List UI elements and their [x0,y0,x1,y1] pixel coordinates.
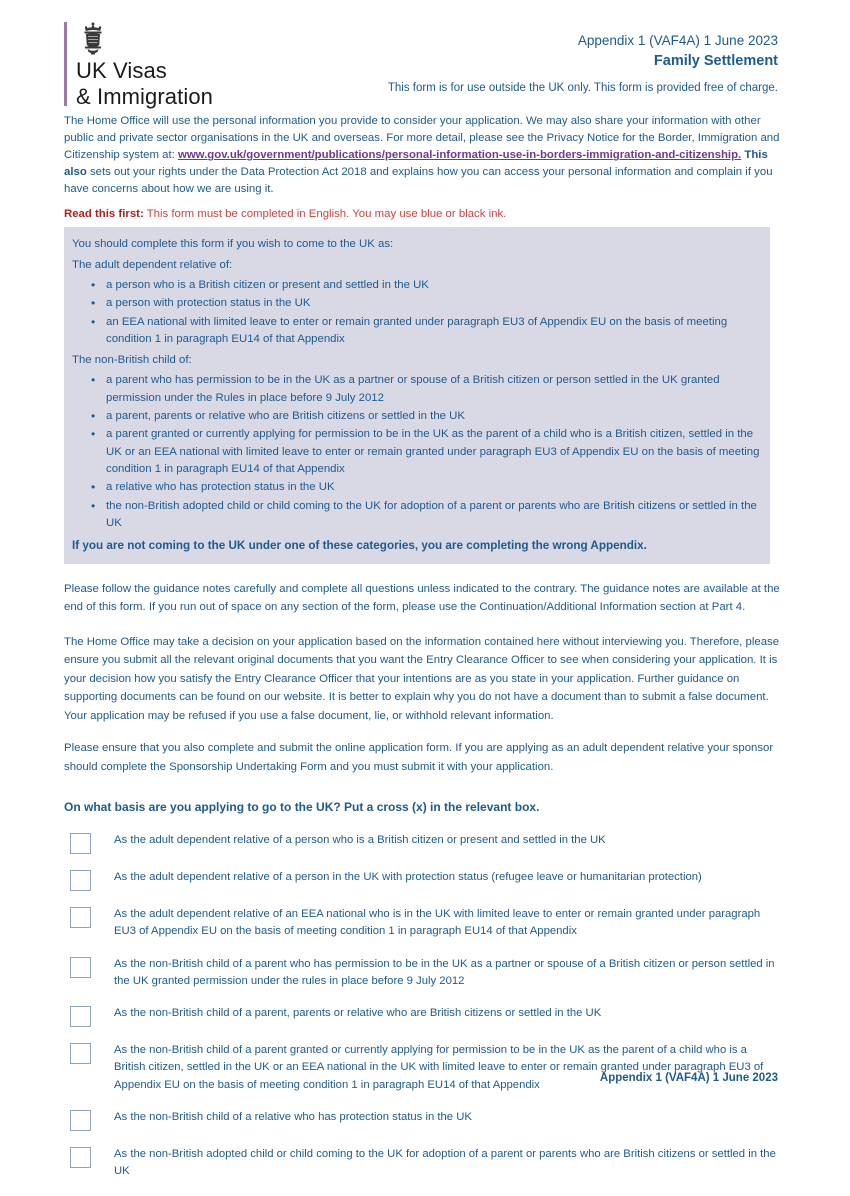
online-application-paragraph: Please ensure that you also complete and submit the online application form. If you are applying as an adult dependent relative your sponsor should complete the Sponsorship Undertaking Form and you must submit it with your application. [64,742,774,773]
non-british-child-list [72,372,762,532]
checkbox-child-parent-partner-spouse[interactable] [70,957,91,978]
non-british-child-heading: The non-British child of: [72,354,192,367]
header-title-block [578,31,778,72]
option-row-adult-dependent-british-citizen[interactable] [64,832,780,854]
use-notice: This form is for use outside the UK only. This form is provided free of charge. [387,82,778,94]
checkbox-child-parents-british-citizens[interactable] [70,1006,91,1027]
option-label: As the adult dependent relative of a person in the UK with protection status (refugee leave or humanitarian protection) [114,871,702,884]
form-content [64,113,780,1196]
option-label: As the adult dependent relative of a person who is a British citizen or present and settled in the UK [114,834,606,847]
eligibility-intro: You should complete this form if you wish to come to the UK as: [72,237,394,250]
list-item: • a parent granted or currently applying for permission to be in the UK as the parent of a child who is a British citizen, settled in the UK or an EEA national with limited leave to enter or remain granted under paragraph EU3 of Appendix EU on the basis of meeting condition 1 in paragraph EU14 of that Appendix [104,426,762,478]
read-this-first-notice [64,206,780,223]
option-label: As the adult dependent relative of an EEA national who is in the UK with limited leave to enter or remain granted under paragraph EU3 of Appendix EU on the basis of meeting condition 1 in paragraph EU14 of that Appendix [114,908,761,938]
option-row-child-relative-protection-status[interactable] [64,1109,780,1131]
list-item: • a parent who has permission to be in the UK as a partner or spouse of a British citizen or person settled in the UK granted permission under the Rules in place before 9 July 2012 [104,372,762,407]
checkbox-adult-dependent-eea-national[interactable] [70,907,91,928]
option-row-adopted-child[interactable] [64,1146,780,1181]
logo-line-1: UK Visas [76,58,167,83]
option-label: As the non-British child of a parent, parents or relative who are British citizens or settled in the UK [114,1007,602,1020]
option-label: As the non-British child of a parent granted or currently applying for permission to be in the UK as the parent of a child who is a British citizen, settled in the UK or an EEA national in the UK with limited leave to enter or remain granted under paragraph EU3 of Appendix EU on the basis of meeting condition 1 in paragraph EU14 of that Appendix [114,1044,764,1091]
privacy-notice-link[interactable]: www.gov.uk/government/publications/personal-information-use-in-borders-immigration-and-citizenship. [177,149,742,162]
eligibility-shaded-box [64,227,770,564]
checkbox-adult-dependent-british-citizen[interactable] [70,833,91,854]
checkbox-adult-dependent-protection-status[interactable] [70,870,91,891]
appendix-title: Appendix 1 (VAF4A) 1 June 2023 [577,33,778,48]
guidance-notes-paragraph: Please follow the guidance notes carefully and complete all questions unless indicated to the contrary. The guidance notes are available at the end of this form. If you run out of space on any section of the form, please use the Continuation/Additional Information section at Part 4. [64,582,780,614]
uk-visas-immigration-logo [64,22,213,110]
adult-dependent-list [72,277,762,348]
home-office-decision-paragraph: The Home Office may take a decision on your application based on the information contained here without interviewing you. Therefore, please ensure you submit all the relevant original documents that you want the Entry Clearance Officer to see when considering your application. It is your decision how you satisfy the Entry Clearance Officer that your intentions are as you state in your application. Further guidance on supporting documents can be found on our website. It is better to explain why you do not have a document than to submit a false document. Your application may be refused if you use a false document, lie, or withhold relevant information. [64,635,780,722]
page-title: On what basis are you applying to go to the UK? Put a cross (x) in the relevant box. [64,800,540,815]
page-footer: Appendix 1 (VAF4A) 1 June 2023 [599,1072,778,1084]
list-item: • an EEA national with limited leave to enter or remain granted under paragraph EU3 of Appendix EU on the basis of meeting condition 1 in paragraph EU14 of that Appendix [104,314,762,349]
wrong-appendix-warning: If you are not coming to the UK under one of these categories, you are completing the wrong Appendix. [72,539,647,553]
option-row-adult-dependent-protection-status[interactable] [64,869,780,891]
option-row-child-parent-granted-permission[interactable] [64,1042,780,1094]
checkbox-adopted-child[interactable] [70,1147,91,1168]
checkbox-child-parent-granted-permission[interactable] [70,1043,91,1064]
read-this-first-text: This form must be completed in English. You may use blue or black ink. [143,207,507,220]
royal-crown-crest-icon [78,22,108,55]
list-item: • a person with protection status in the UK [104,295,762,312]
option-label: As the non-British child of a parent who has permission to be in the UK as a partner or spouse of a British citizen or person settled in the UK granted permission under the rules in place before 9 July 2012 [114,957,775,987]
privacy-notice-paragraph [64,113,780,199]
form-name-title: Family Settlement [653,52,778,69]
option-row-child-parent-partner-spouse[interactable] [64,956,780,991]
option-row-adult-dependent-eea-national[interactable] [64,906,780,941]
list-item: • a person who is a British citizen or present and settled in the UK [104,277,762,294]
privacy-text-part3: sets out your rights under the Data Protection Act 2018 and explains how you can access your personal information and complain if you have concerns about how we are using it. [64,166,773,196]
list-item: • a parent, parents or relative who are British citizens or settled in the UK [104,408,762,425]
logo-accent-bar [64,22,67,106]
privacy-text-part1: The Home Office will use the personal information you provide to consider your application. We may also share your information with other public and private sector organisations in the UK and overseas. For more detail, please see the Privacy Notice for the Border, Immigration and Citizenship system at: [64,115,780,162]
list-item: • the non-British adopted child or child coming to the UK for adoption of a parent or parents who are British citizens or settled in the UK [104,498,762,533]
read-this-first-label: Read this first: [64,207,144,220]
basis-of-application-options [64,832,780,1181]
option-label: As the non-British child of a relative who has protection status in the UK [114,1110,472,1123]
page-header [0,0,850,110]
option-row-child-parents-british-citizens[interactable] [64,1005,780,1027]
option-label: As the non-British adopted child or child coming to the UK for adoption of a parent or parents who are British citizens or settled in the UK [114,1147,776,1178]
checkbox-child-relative-protection-status[interactable] [70,1110,91,1131]
list-item: • a relative who has protection status in the UK [104,479,762,496]
adult-dependent-heading: The adult dependent relative of: [72,258,233,271]
privacy-text-bold: This also [64,149,768,179]
logo-line-2: & Immigration [76,83,214,109]
